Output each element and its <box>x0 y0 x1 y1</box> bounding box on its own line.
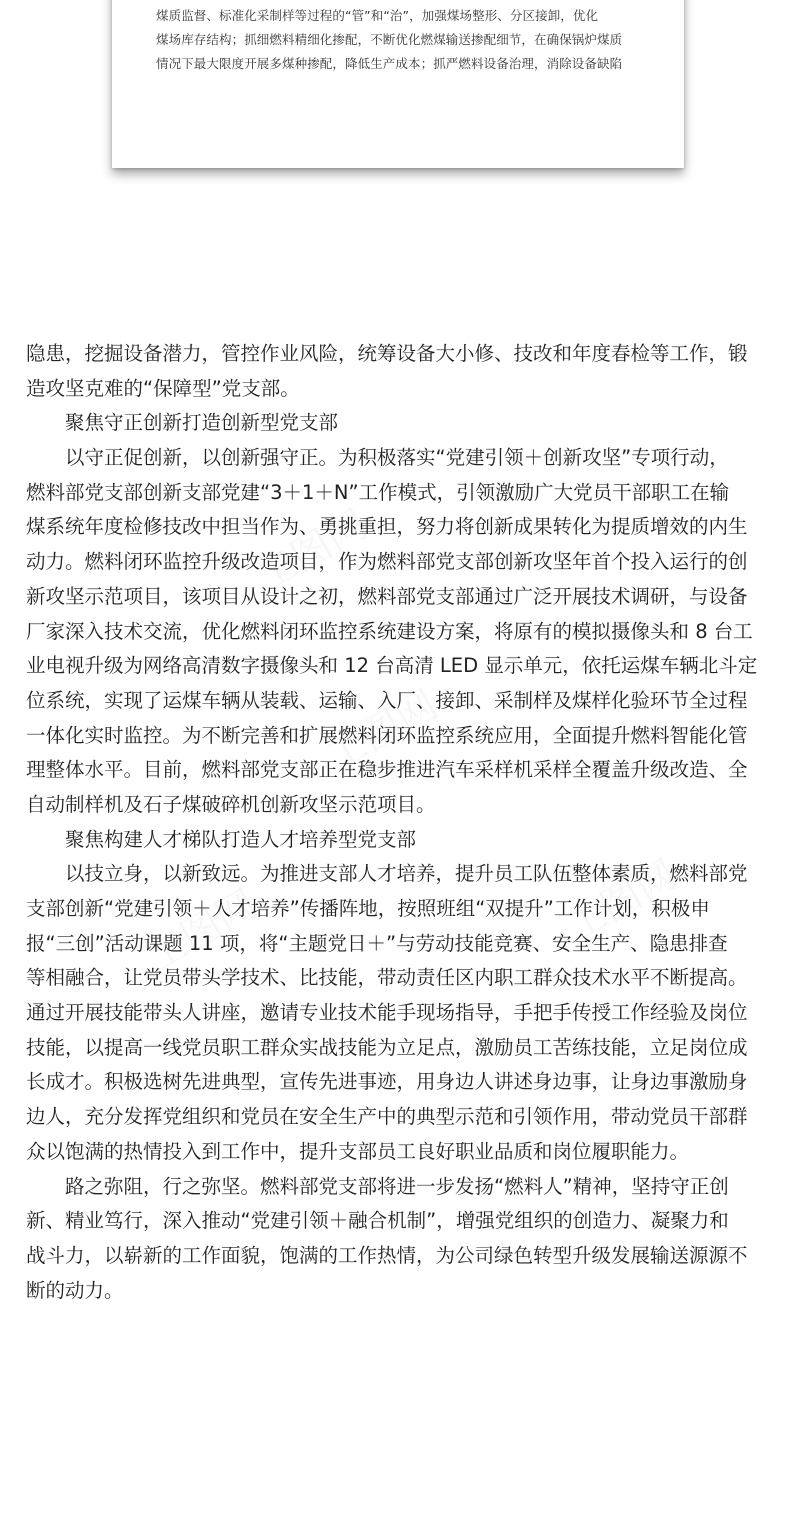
text-line: 燃料部党支部创新支部党建“3＋1＋N”工作模式，引领激励广大党员干部职工在输 <box>26 480 730 504</box>
text-line: 长成才。积极选树先进典型，宣传先进事迹，用身边人讲述身边事，让身边事激励身 <box>26 1070 748 1094</box>
text-line: 厂家深入技术交流，优化燃料闭环监控系统建设方案，将原有的模拟摄像头和 8 台工 <box>26 619 753 643</box>
text-line: 新攻坚示范项目，该项目从设计之初，燃料部党支部通过广泛开展技术调研，与设备 <box>26 584 748 608</box>
text-line: 支部创新“党建引领＋人才培养”传播阵地，按照班组“双提升”工作计划，积极申 <box>26 897 710 920</box>
text-line: 业电视升级为网络高清数字摄像头和 12 台高清 LED 显示单元，依托运煤车辆北斗定 <box>26 654 758 678</box>
text-line: 边人，充分发挥党组织和党员在安全生产中的典型示范和引领作用，带动党员干部群 <box>26 1105 748 1129</box>
text-line: 理整体水平。目前，燃料部党支部正在稳步推进汽车采样机采样全覆盖升级改造、全 <box>26 758 748 782</box>
article-body <box>26 337 778 1308</box>
text-line: 以守正促创新，以创新强守正。为积极落实“党建引领＋创新攻坚”专项行动， <box>65 446 729 470</box>
text-line: 煤系统年度检修技改中担当作为、勇挑重担，努力将创新成果转化为提质增效的内生 <box>26 515 748 539</box>
text-line: 动力。燃料闭环监控升级改造项目，作为燃料部党支部创新攻坚年首个投入运行的创 <box>26 550 748 574</box>
text-line: 断的动力。 <box>26 1278 124 1302</box>
text-line: 自动制样机及石子煤破碎机创新攻坚示范项目。 <box>26 792 436 816</box>
document-preview-card <box>112 0 684 168</box>
text-line: 一体化实时监控。为不断完善和扩展燃料闭环监控系统应用，全面提升燃料智能化管 <box>26 723 748 747</box>
preview-line: 情况下最大限度开展多煤种掺配，降低生产成本；抓严燃料设备治理，消除设备缺陷 <box>156 56 623 71</box>
text-line: 等相融合，让党员带头学技术、比技能，带动责任区内职工群众技术水平不断提高。 <box>26 966 748 990</box>
text-line: 以技立身，以新致远。为推进支部人才培养，提升员工队伍整体素质，燃料部党 <box>65 862 748 886</box>
preview-line: 煤场库存结构；抓细燃料精细化掺配，不断优化燃煤输送掺配细节，在确保锅炉煤质 <box>156 32 623 47</box>
text-line: 技能，以提高一线党员职工群众实战技能为立足点，激励员工苦练技能，立足岗位成 <box>26 1035 748 1059</box>
text-line: 隐患，挖掘设备潜力，管控作业风险，统筹设备大小修、技改和年度春检等工作，锻 <box>26 342 748 365</box>
text-line: 战斗力，以崭新的工作面貌，饱满的工作热情，为公司绿色转型升级发展输送源源不 <box>26 1243 748 1267</box>
text-line: 众以饱满的热情投入到工作中，提升支部员工良好职业品质和岗位履职能力。 <box>26 1139 690 1163</box>
text-line: 通过开展技能带头人讲座，邀请专业技术能手现场指导，手把手传授工作经验及岗位 <box>26 1001 748 1025</box>
preview-line: 煤质监督、标准化采制样等过程的“管”和“治”，加强煤场整形、分区接卸，优化 <box>156 8 599 23</box>
text-line: 新、精业笃行，深入推动“党建引领＋融合机制”，增强党组织的创造力、凝聚力和 <box>26 1209 729 1233</box>
section-heading: 聚焦守正创新打造创新型党支部 <box>65 411 339 435</box>
text-line: 造攻坚克难的“保障型”党支部。 <box>26 376 300 400</box>
text-line: 路之弥阻，行之弥坚。燃料部党支部将进一步发扬“燃料人”精神，坚持守正创 <box>65 1174 729 1198</box>
text-line: 位系统，实现了运煤车辆从装载、运输、入厂、接卸、采制样及煤样化验环节全过程 <box>26 688 748 712</box>
text-line: 报“三创”活动课题 11 项，将“主题党日＋”与劳动技能竞赛、安全生产、隐患排查 <box>26 931 728 955</box>
section-heading: 聚焦构建人才梯队打造人才培养型党支部 <box>65 827 417 851</box>
